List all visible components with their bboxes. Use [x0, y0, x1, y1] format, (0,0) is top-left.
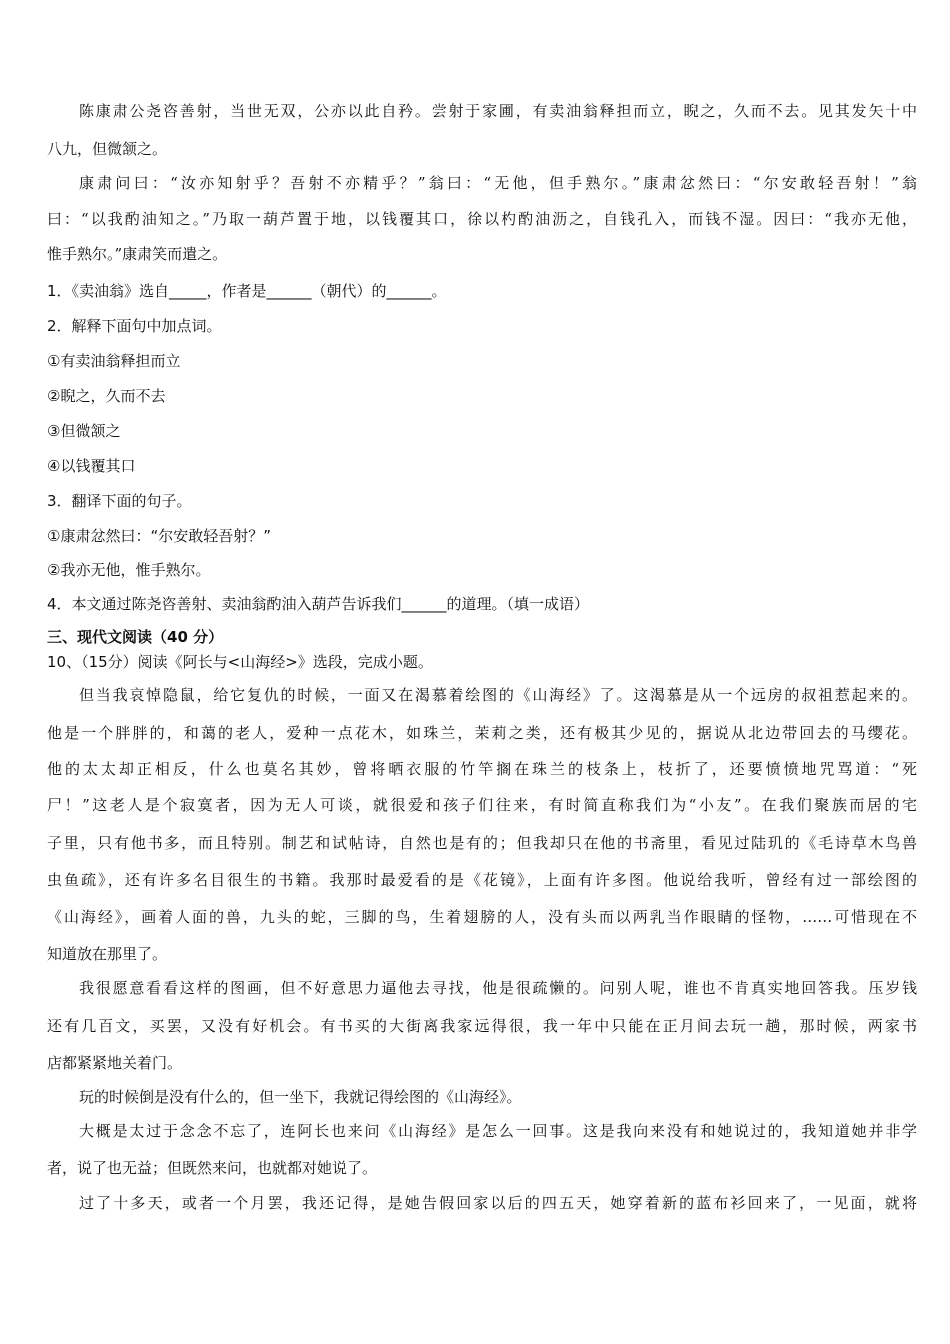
passage2-line: 还有几百文，买罢，又没有好机会。有书买的大街离我家远得很，我一年中只能在正月间去玩一趟，那时候，两家书: [47, 1017, 917, 1035]
passage2-line: 过了十多天，或者一个月罢，我还记得，是她告假回家以后的四五天，她穿着新的蓝布衫回来了，一见面，就将: [79, 1194, 917, 1212]
passage2-line: 虫鱼疏》，还有许多名目很生的书籍。我那时最爱看的是《花镜》，上面有许多图。他说给我听，曾经有过一部绘图的: [47, 871, 917, 889]
passage2-line: 大概是太过于念念不忘了，连阿长也来问《山海经》是怎么一回事。这是我向来没有和她说过的，我知道她并非学: [79, 1122, 917, 1140]
passage1-line: 惟手熟尔。”康肃笑而遣之。: [47, 245, 228, 263]
passage2-line: 我很愿意看看这样的图画，但不好意思力逼他去寻找，他是很疏懒的。问别人呢，谁也不肯真实地回答我。压岁钱: [79, 979, 917, 997]
passage1-line: 陈康肃公尧咨善射，当世无双，公亦以此自矜。尝射于家圃，有卖油翁释担而立，睨之，久而不去。见其发矢十中: [79, 102, 917, 120]
question-2: 2．解释下面句中加点词。: [47, 317, 222, 335]
passage2-line: 但当我哀悼隐鼠，给它复仇的时候，一面又在渴慕着绘图的《山海经》了。这渴慕是从一个远房的叔祖惹起来的。: [79, 686, 917, 704]
passage2-line: 他的太太却正相反，什么也莫名其妙，曾将晒衣服的竹竿搁在珠兰的枝条上，枝折了，还要愤愤地咒骂道：“死: [47, 760, 917, 778]
passage2-line: 他是一个胖胖的，和蔼的老人，爱种一点花木，如珠兰，茉莉之类，还有极其少见的，据说从北边带回去的马缨花。: [47, 724, 917, 742]
passage2-line: 者，说了也无益；但既然来问，也就都对她说了。: [47, 1159, 378, 1177]
question-2-item-1: ①有卖油翁释担而立: [47, 352, 181, 370]
question-2-item-4: ④以钱覆其口: [47, 457, 136, 475]
question-2-item-3: ③但微颔之: [47, 422, 121, 440]
passage2-line: 店都紧紧地关着门。: [47, 1054, 183, 1072]
passage2-line: 玩的时候倒是没有什么的，但一坐下，我就记得绘图的《山海经》。: [79, 1088, 522, 1106]
passage2-line: 《山海经》，画着人面的兽，九头的蛇，三脚的鸟，生着翅膀的人，没有头而以两乳当作眼睛的怪物，……可惜现在不: [47, 908, 917, 926]
passage2-line: 子里，只有他书多，而且特别。制艺和试帖诗，自然也是有的；但我却只在他的书斋里，看见过陆玑的《毛诗草木鸟兽: [47, 834, 917, 852]
passage1-line: 曰：“以我酌油知之。”乃取一葫芦置于地，以钱覆其口，徐以杓酌油沥之，自钱孔入，而钱不湿。因曰：“我亦无他，: [47, 210, 917, 228]
question-3: 3．翻译下面的句子。: [47, 492, 192, 510]
question-4: 4．本文通过陈尧咨善射、卖油翁酌油入葫芦告诉我们______的道理。（填一成语）: [47, 595, 590, 613]
passage2-line: 尸！”这老人是个寂寞者，因为无人可谈，就很爱和孩子们往来，有时简直称我们为“小友”。在我们聚族而居的宅: [47, 796, 917, 814]
passage1-line: 康肃问曰：“汝亦知射乎？吾射不亦精乎？”翁曰：“无他，但手熟尔。”康肃忿然曰：“尔安敢轻吾射！”翁: [79, 174, 917, 192]
question-2-item-2: ②睨之，久而不去: [47, 387, 166, 405]
section-heading: 三、现代文阅读（40 分）: [47, 628, 224, 646]
question-3-item-2: ②我亦无他，惟手熟尔。: [47, 561, 211, 579]
question-1: 1．《卖油翁》选自_____，作者是______（朝代）的______。: [47, 282, 447, 300]
question-10: 10、（15分）阅读《阿长与<山海经>》选段，完成小题。: [47, 653, 433, 671]
passage1-line: 八九，但微颔之。: [47, 140, 168, 158]
question-3-item-1: ①康肃忿然曰：“尔安敢轻吾射？”: [47, 527, 271, 545]
passage2-line: 知道放在那里了。: [47, 945, 168, 963]
